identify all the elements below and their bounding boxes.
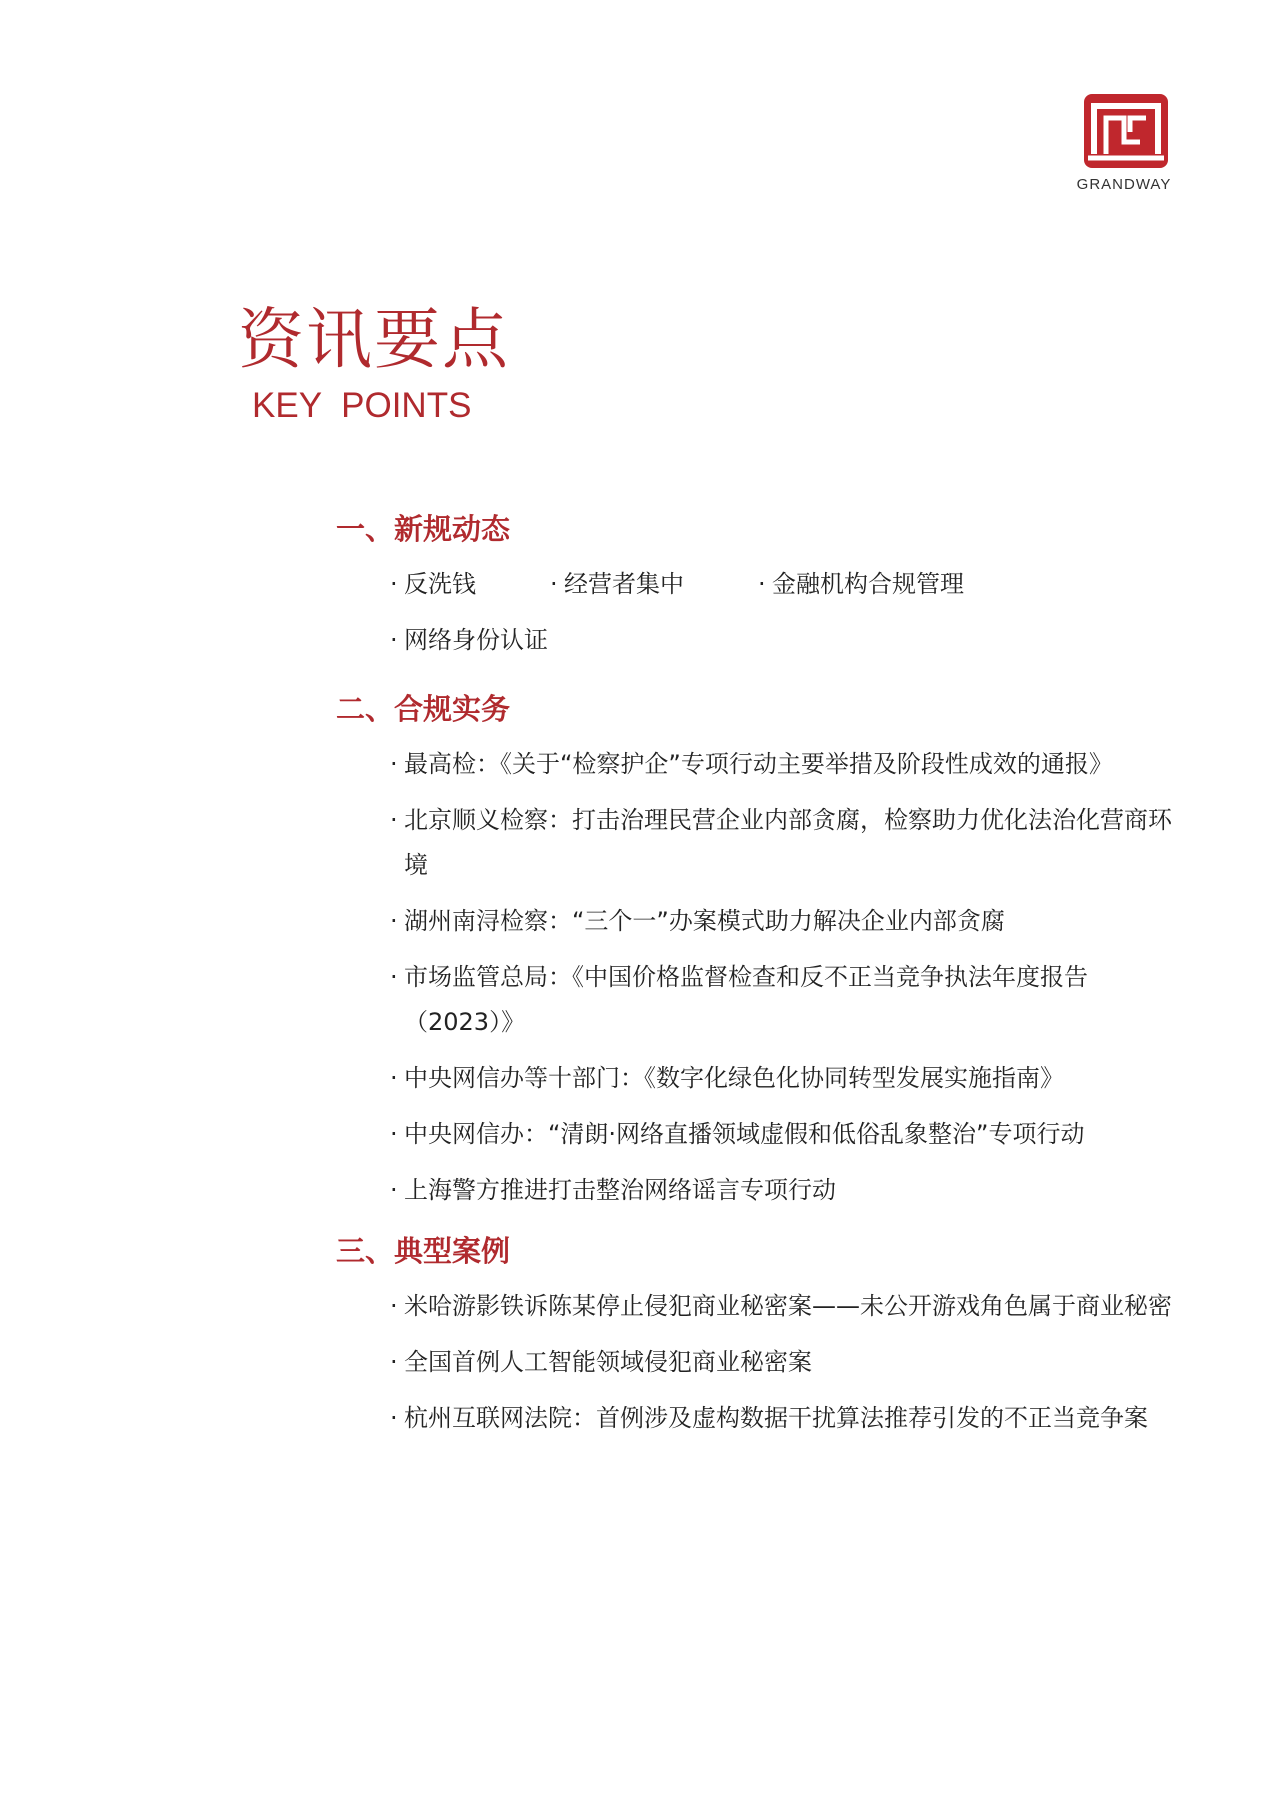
list-item: · 市场监管总局：《中国价格监督检查和反不正当竞争执法年度报告（2023）》 bbox=[390, 955, 1176, 1045]
key-points-list bbox=[336, 502, 1176, 1452]
list-item: · 上海警方推进打击整治网络谣言专项行动 bbox=[390, 1168, 1176, 1213]
section-compliance-practice bbox=[336, 682, 1176, 1213]
list-item: · 中央网信办等十部门：《数字化绿色化协同转型发展实施指南》 bbox=[390, 1056, 1176, 1101]
section-heading: 三、典型案例 bbox=[336, 1234, 511, 1268]
list-item: · 反洗钱 bbox=[390, 562, 476, 607]
list-item: · 湖州南浔检察：“三个一”办案模式助力解决企业内部贪腐 bbox=[390, 899, 1176, 944]
section-items bbox=[336, 1284, 1176, 1441]
section-heading: 一、新规动态 bbox=[336, 512, 511, 546]
list-item: · 经营者集中 bbox=[550, 562, 684, 607]
list-item: · 网络身份认证 bbox=[390, 618, 548, 663]
list-item: · 中央网信办：“清朗·网络直播领域虚假和低俗乱象整治”专项行动 bbox=[390, 1112, 1176, 1157]
grandway-logo-mark bbox=[1084, 94, 1168, 168]
page-title: 资讯要点 bbox=[238, 301, 510, 378]
list-item: · 全国首例人工智能领域侵犯商业秘密案 bbox=[390, 1340, 1176, 1385]
list-item: · 最高检：《关于“检察护企”专项行动主要举措及阶段性成效的通报》 bbox=[390, 742, 1176, 787]
section-items bbox=[336, 742, 1176, 1213]
section-new-regulations bbox=[336, 502, 1176, 674]
list-item: · 金融机构合规管理 bbox=[758, 562, 964, 607]
list-item: · 北京顺义检察：打击治理民营企业内部贪腐，检察助力优化法治化营商环境 bbox=[390, 798, 1176, 888]
section-typical-cases bbox=[336, 1224, 1176, 1441]
logo-text: GRANDWAY bbox=[1076, 176, 1172, 193]
list-item: · 杭州互联网法院：首例涉及虚构数据干扰算法推荐引发的不正当竞争案 bbox=[390, 1396, 1176, 1441]
section-heading: 二、合规实务 bbox=[336, 692, 511, 726]
section-items bbox=[336, 562, 1176, 674]
page-subtitle: KEY POINTS bbox=[252, 386, 472, 425]
list-item: · 米哈游影铁诉陈某停止侵犯商业秘密案——未公开游戏角色属于商业秘密 bbox=[390, 1284, 1176, 1329]
grandway-logo bbox=[1064, 92, 1184, 202]
